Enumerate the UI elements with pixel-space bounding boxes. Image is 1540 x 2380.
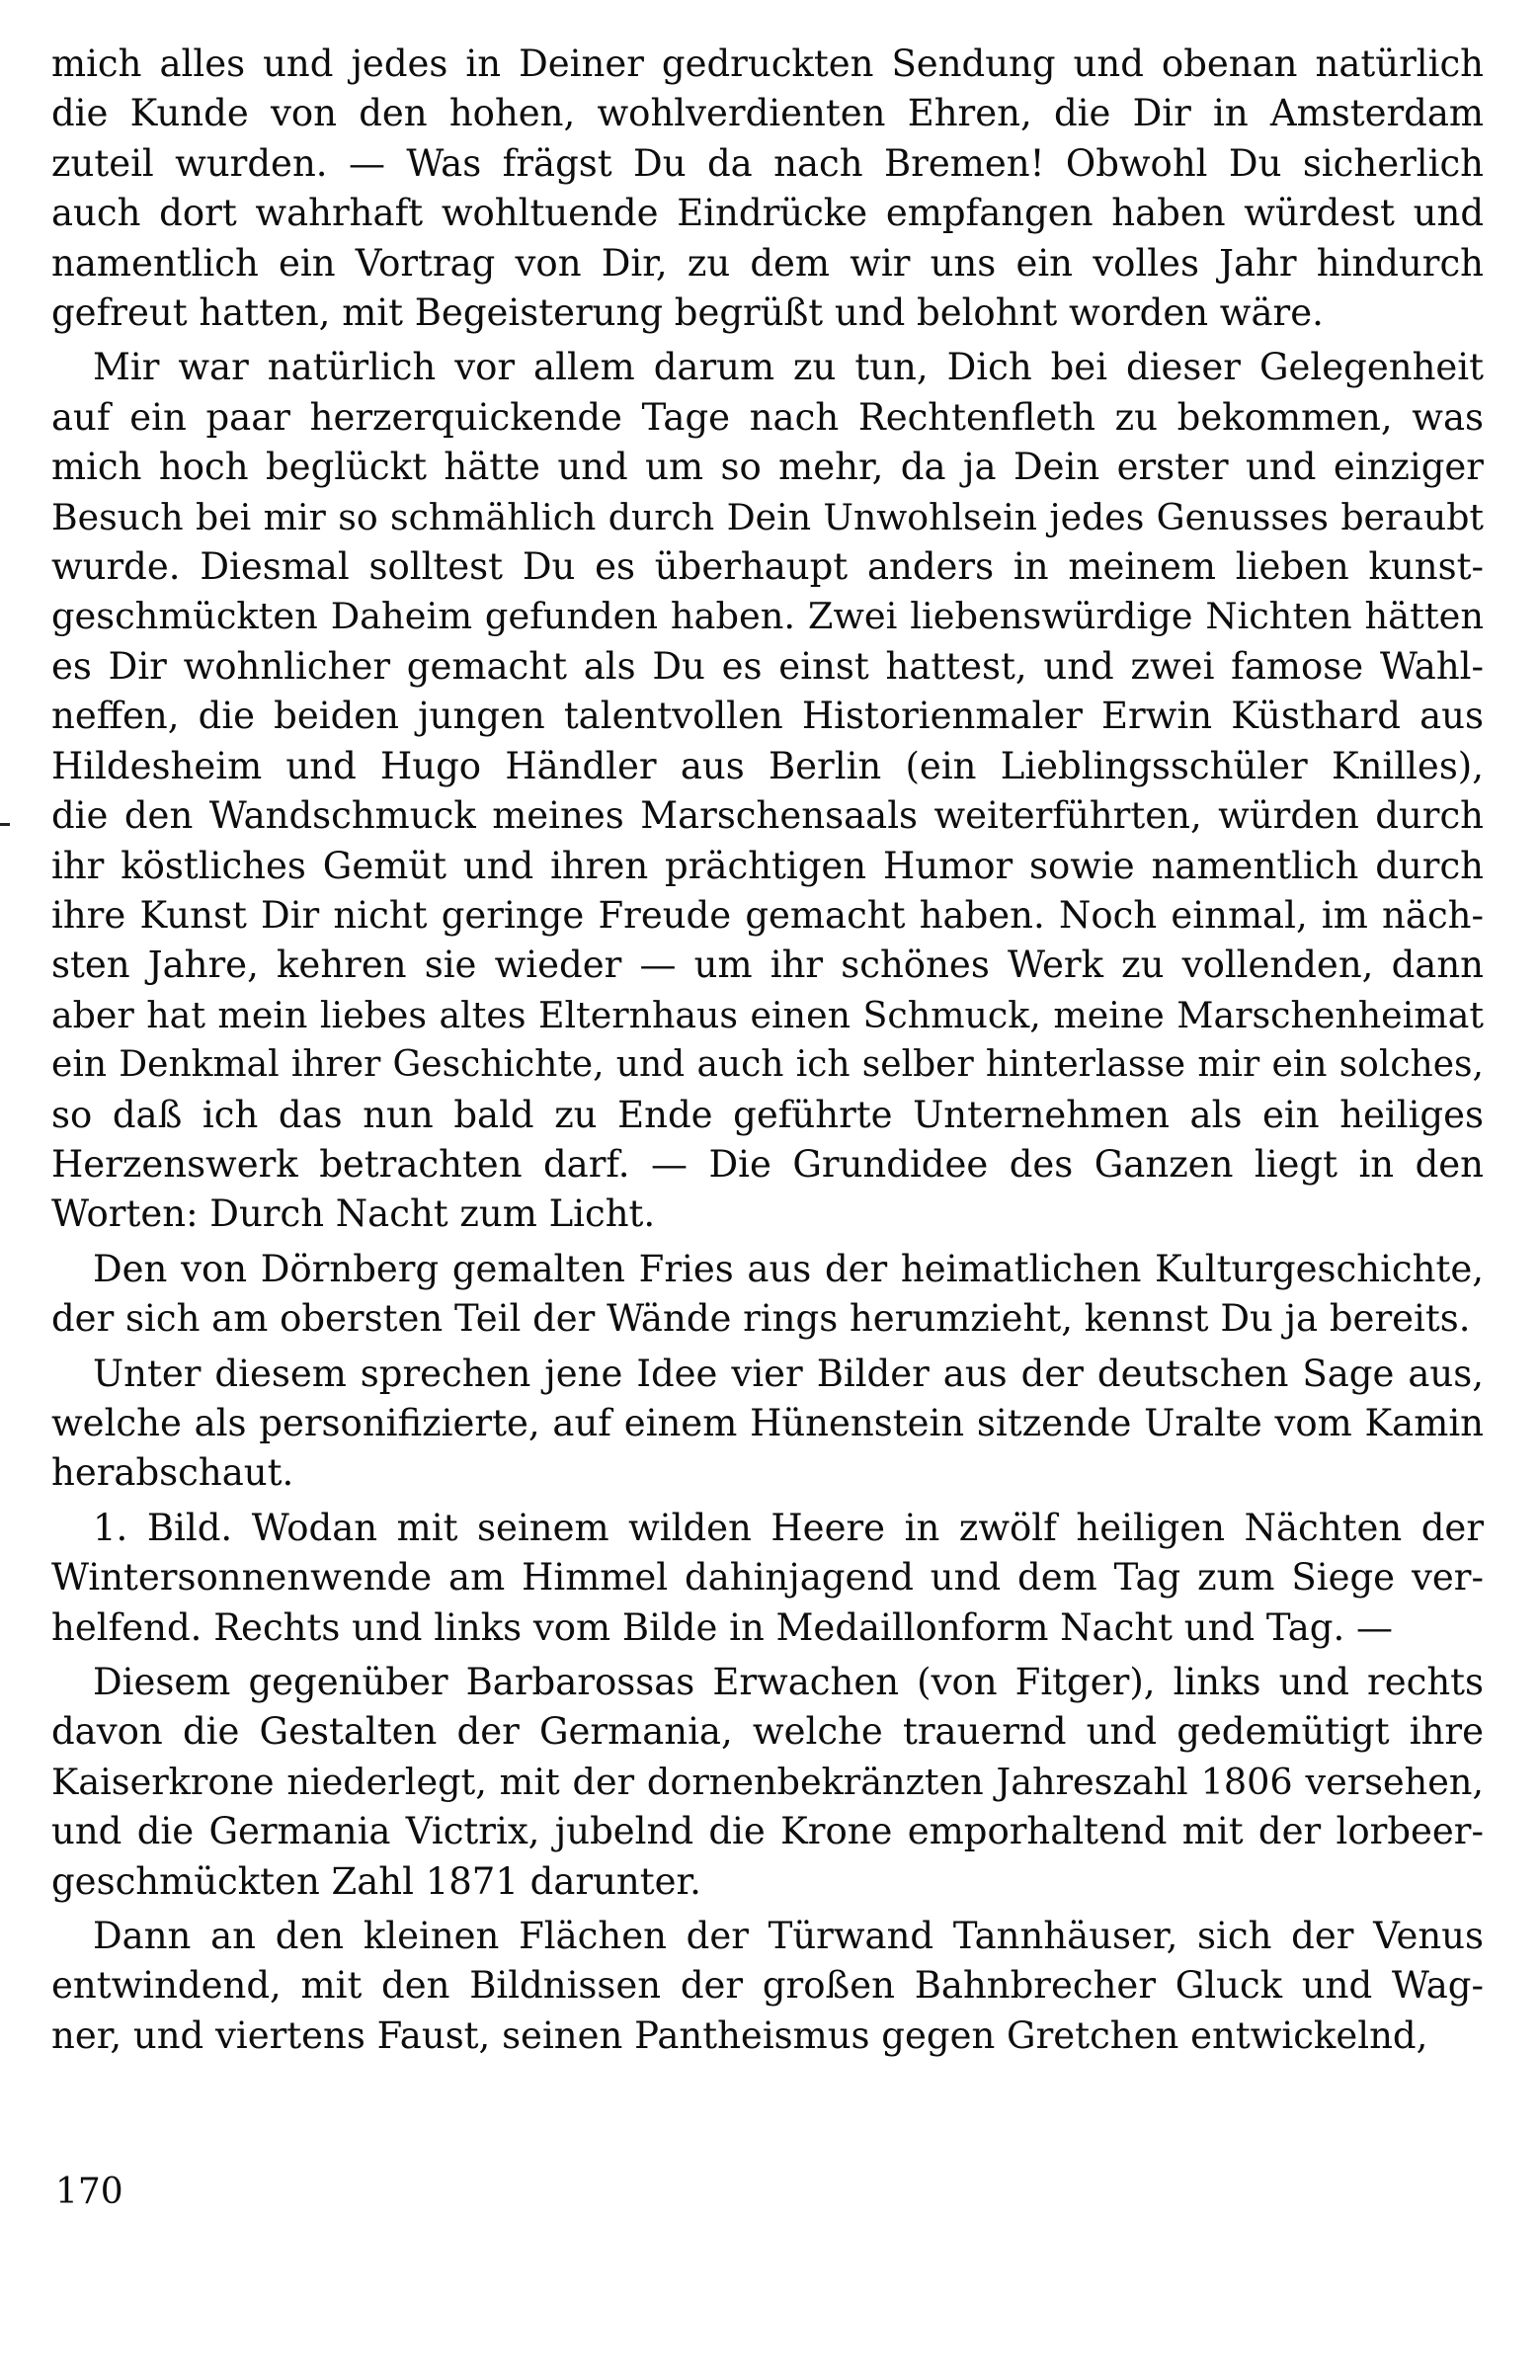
text-line: davon die Gestalten der Germania, welche trauernd und gedemütigt ihre: [51, 1710, 1484, 1754]
text-line: mich hoch beglückt hätte und um so mehr, da ja Dein erster und einziger: [51, 446, 1484, 489]
paragraph: [51, 1658, 1484, 1907]
text-line: Dann an den kleinen Flächen der Türwand Tannhäuser, sich der Venus: [93, 1915, 1484, 1958]
margin-mark: [0, 823, 10, 826]
text-line: ein Denkmal ihrer Geschichte, und auch ich selber hinterlasse mir ein solches,: [51, 1044, 1484, 1086]
paragraph: [51, 1350, 1484, 1499]
text-line: es Dir wohnlicher gemacht als Du es einst hattest, und zwei famose Wahl-: [51, 644, 1484, 688]
paragraph: [51, 343, 1484, 1239]
text-line: 1. Bild. Wodan mit seinem wilden Heere in zwölf heiligen Nächten der: [93, 1506, 1484, 1549]
text-line: neffen, die beiden jungen talentvollen Historienmaler Erwin Küsthard aus: [51, 695, 1484, 738]
text-line: und die Germania Victrix, jubelnd die Krone emporhaltend mit der lorbeer-: [51, 1810, 1484, 1853]
text-line: ihre Kunst Dir nicht geringe Freude gemacht haben. Noch einmal, im näch-: [51, 893, 1484, 937]
text-line: namentlich ein Vortrag von Dir, zu dem wir uns ein volles Jahr hindurch: [51, 241, 1484, 285]
text-line: ner, und viertens Faust, seinen Pantheismus gegen Gretchen entwickelnd,: [51, 2013, 1428, 2057]
text-line: zuteil wurden. — Was frägst Du da nach Bremen! Obwohl Du sicherlich: [51, 141, 1484, 185]
paragraph: [51, 1912, 1484, 2061]
text-line: helfend. Rechts und links vom Bilde in Medaillonform Nacht und Tag. —: [51, 1605, 1393, 1649]
text-line: Hildesheim und Hugo Händler aus Berlin (ein Lieblingsschüler Knilles),: [51, 744, 1484, 787]
text-line: Herzenswerk betrachten darf. — Die Grundidee des Ganzen liegt in den: [51, 1142, 1484, 1186]
text-line: Unter diesem sprechen jene Idee vier Bilder aus der deutschen Sage aus,: [93, 1352, 1484, 1395]
text-line: Wintersonnenwende am Himmel dahinjagend und dem Tag zum Siege ver-: [51, 1556, 1484, 1600]
text-line: so daß ich das nun bald zu Ende geführte Unternehmen als ein heiliges: [51, 1093, 1484, 1136]
text-line: Worten: Durch Nacht zum Licht.: [51, 1192, 656, 1236]
text-line: die Kunde von den hohen, wohlverdienten Ehren, die Dir in Amsterdam: [51, 92, 1484, 135]
text-line: gefreut hatten, mit Begeisterung begrüßt und belohnt worden wäre.: [51, 291, 1324, 335]
text-line: Besuch bei mir so schmählich durch Dein Unwohlsein jedes Genusses beraubt: [51, 495, 1484, 538]
text-line: geschmückten Zahl 1871 darunter.: [51, 1859, 701, 1903]
text-line: der sich am obersten Teil der Wände rings herumzieht, kennst Du ja bereits.: [51, 1297, 1471, 1341]
text-line: entwindend, mit den Bildnissen der großen Bahnbrecher Gluck und Wag-: [51, 1964, 1484, 2008]
text-line: sten Jahre, kehren sie wieder — um ihr schönes Werk zu vollenden, dann: [51, 944, 1484, 987]
text-line: herabschaut.: [51, 1451, 294, 1495]
text-line: welche als personifizierte, auf einem Hünenstein sitzende Uralte vom Kamin: [51, 1401, 1484, 1444]
text-line: aber hat mein liebes altes Elternhaus einen Schmuck, meine Marschenheimat: [51, 993, 1484, 1036]
text-line: Mir war natürlich vor allem darum zu tun, Dich bei dieser Gelegenheit: [93, 346, 1484, 389]
text-line: ihr köstliches Gemüt und ihren prächtigen Humor sowie namentlich durch: [51, 844, 1484, 887]
text-line: geschmückten Daheim gefunden haben. Zwei liebenswürdige Nichten hätten: [51, 595, 1484, 638]
text-line: Kaiserkrone niederlegt, mit der dornenbekränzten Jahreszahl 1806 versehen,: [51, 1760, 1484, 1803]
text-line: Diesem gegenüber Barbarossas Erwachen (von Fitger), links und rechts: [93, 1661, 1484, 1703]
book-page-text: [51, 40, 1484, 2066]
paragraph: [51, 40, 1484, 338]
page-number: 170: [55, 2172, 123, 2212]
text-line: mich alles und jedes in Deiner gedruckten Sendung und obenan natürlich: [51, 42, 1484, 85]
text-line: die den Wandschmuck meines Marschensaals weiterführten, würden durch: [51, 794, 1484, 838]
text-line: Den von Dörnberg gemalten Fries aus der heimatlichen Kulturgeschichte,: [93, 1247, 1484, 1290]
paragraph: [51, 1504, 1484, 1653]
text-line: wurde. Diesmal solltest Du es überhaupt anders in meinem lieben kunst-: [51, 545, 1484, 589]
paragraph: [51, 1245, 1484, 1345]
text-line: auch dort wahrhaft wohltuende Eindrücke empfangen haben würdest und: [51, 192, 1484, 235]
text-line: auf ein paar herzerquickende Tage nach Rechtenfleth zu bekommen, was: [51, 395, 1484, 439]
